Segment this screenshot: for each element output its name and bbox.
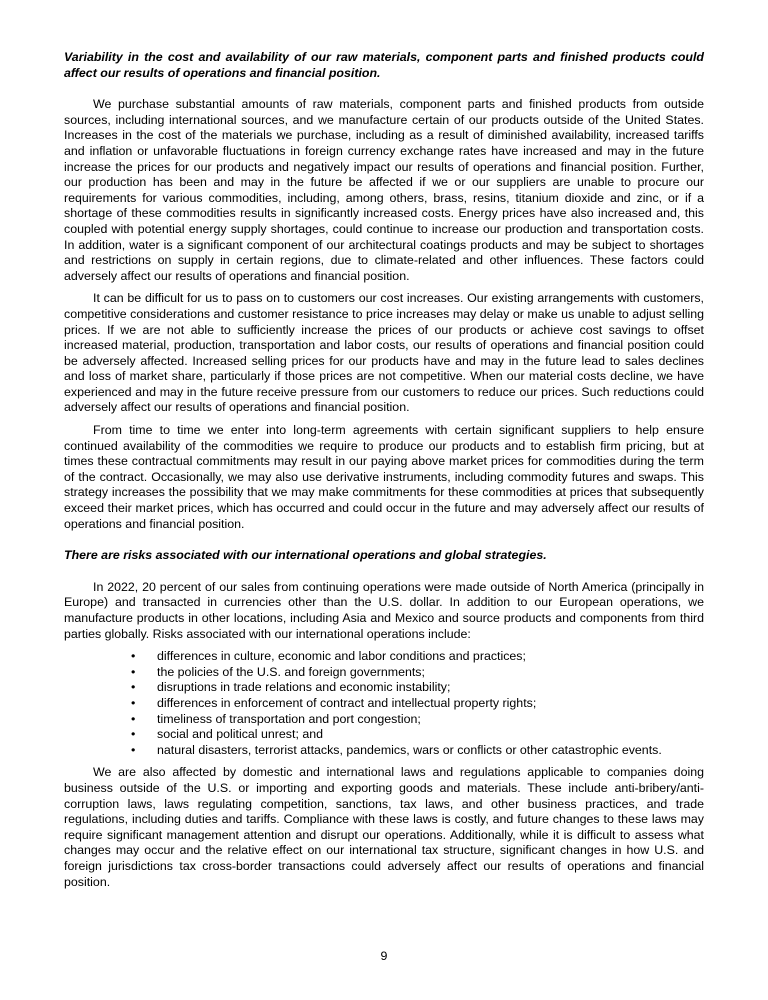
list-item-text: the policies of the U.S. and foreign governments;	[157, 664, 425, 679]
bullet-glyph: •	[131, 649, 136, 664]
bullet-glyph: •	[131, 664, 136, 679]
paragraph-international-sales: In 2022, 20 percent of our sales from continuing operations were made outside of North America (principally in Europe) and transacted in currencies other than the U.S. dollar. In addition to our European operations, we manufacture products in other locations, including Asia and Mexico and source products and components from third parties globally. Risks associated with our international operations include:	[64, 579, 704, 641]
paragraph-pass-on-costs: It can be difficult for us to pass on to customers our cost increases. Our existing arrangements with customers, competitive considerations and customer resistance to price increases may delay or make us unable to adjust selling prices. If we are not able to sufficiently increase the prices of our products or achieve cost savings to offset increased material, production, transportation and labor costs, our results of operations and financial position could be adversely affected. Increased selling prices for our products have and may in the future lead to sales declines and loss of market share, particularly if those prices are not competitive. When our material costs decline, we have experienced and may in the future receive pressure from our customers to reduce our prices. Such reductions could adversely affect our results of operations and financial position.	[64, 291, 704, 415]
bullet-glyph: •	[131, 727, 136, 742]
list-item-text: natural disasters, terrorist attacks, pandemics, wars or conflicts or other catastrophic events.	[157, 742, 662, 757]
document-page	[64, 50, 704, 890]
paragraph-laws-regulations: We are also affected by domestic and international laws and regulations applicable to companies doing business outside of the U.S. or importing and exporting goods and materials. These include anti-bribery/anti-corruption laws, laws regulating competition, sanctions, tax laws, and other business practices, and trade regulations, including duties and tariffs. Compliance with these laws is costly, and future changes to these laws may require significant management attention and disrupt our operations. Additionally, while it is difficult to assess what changes may occur and the relative effect on our international tax structure, significant changes in how U.S. and foreign jurisdictions tax cross-border transactions could adversely affect our results of operations and financial position.	[64, 765, 704, 889]
list-item	[131, 696, 704, 712]
list-item-text: social and political unrest; and	[157, 727, 323, 742]
list-item	[131, 727, 704, 743]
list-item	[131, 680, 704, 696]
list-item	[131, 665, 704, 681]
section-heading-international: There are risks associated with our international operations and global strategies.	[64, 548, 547, 563]
list-item-text: disruptions in trade relations and economic instability;	[157, 680, 451, 695]
page-number: 9	[380, 949, 388, 963]
bullet-glyph: •	[131, 742, 136, 757]
list-item-text: differences in enforcement of contract and intellectual property rights;	[157, 695, 537, 710]
section-heading-raw-materials: Variability in the cost and availability of our raw materials, component parts and finished products could affect our results of operations and financial position.	[64, 50, 704, 80]
international-risks-list	[64, 649, 704, 758]
list-item	[131, 743, 704, 759]
bullet-glyph: •	[131, 680, 136, 695]
list-item	[131, 649, 704, 665]
paragraph-raw-materials-costs: We purchase substantial amounts of raw materials, component parts and finished products from outside sources, including international sources, and we manufacture certain of our products outside of the United States. Increases in the cost of the materials we purchase, including as a result of diminished availability, increased tariffs and inflation or unfavorable fluctuations in foreign currency exchange rates have increased and may in the future increase the prices for our products and negatively impact our results of operations and financial position. Further, our production has been and may in the future be affected if we or our suppliers are unable to procure our requirements for various commodities, including, among others, brass, resins, titanium dioxide and zinc, or if a shortage of these commodities results in significantly increased costs. Energy prices have also increased and, this coupled with potential energy supply shortages, could continue to increase our production and transportation costs. In addition, water is a significant component of our architectural coatings products and may be subject to shortages and restrictions on supply in certain regions, due to climate-related and other influences. These factors could adversely affect our results of operations and financial position.	[64, 97, 704, 283]
list-item	[131, 712, 704, 728]
list-item-text: differences in culture, economic and labor conditions and practices;	[157, 649, 526, 664]
list-item-text: timeliness of transportation and port congestion;	[157, 711, 421, 726]
bullet-glyph: •	[131, 711, 136, 726]
paragraph-long-term-agreements: From time to time we enter into long-term agreements with certain significant suppliers to help ensure continued availability of the commodities we require to produce our products and to establish firm pricing, but at times these contractual commitments may result in our paying above market prices for commodities during the term of the contract. Occasionally, we may also use derivative instruments, including commodity futures and swaps. This strategy increases the possibility that we may make commitments for these commodities at prices that subsequently exceed their market prices, which has occurred and could occur in the future and may adversely affect our results of operations and financial position.	[64, 423, 704, 531]
bullet-glyph: •	[131, 695, 136, 710]
